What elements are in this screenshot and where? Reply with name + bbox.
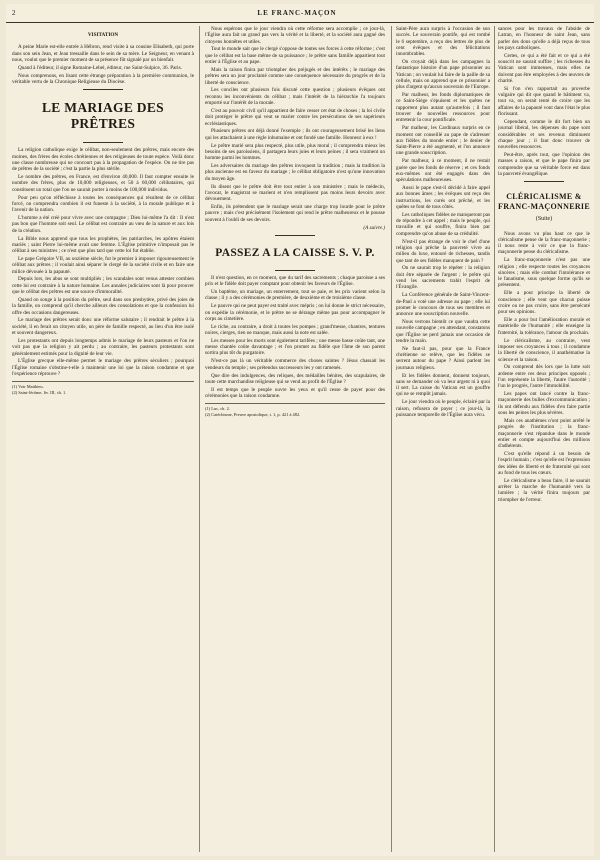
paragraph: Les protestants ont depuis longtemps admis le mariage de leurs pasteurs et l'on ne voit pas que la religion y ait perdu ; au contraire, les pasteurs protestants sont généralement estimés pour la dignité de leur vie. <box>12 337 194 357</box>
footnote: (2) Catéchisme, Preuve apostolique, t. 1, p. 421 à 482. <box>205 411 301 417</box>
paragraph: Le pape Grégoire VII, au onzième siècle, fut le premier à imposer rigoureusement le célibat aux prêtres ; il voulait ainsi séparer le clergé de la société civile et en faire une milice dévouée à la papauté. <box>12 255 194 275</box>
paragraph: Nous comprenons, en lisant cette étrange préparation à la première communion, le véritable vertu de la Chronique Religieuse du Diocèse. <box>12 72 194 85</box>
paragraph: Les conciles ont plusieurs fois discuté cette question ; plusieurs évêques ont reconnu les inconvénients du célibat ; mais l'intérêt de la hiérarchie l'a toujours emporté sur l'intérêt de la morale. <box>205 87 385 107</box>
column-rule <box>199 26 200 852</box>
paragraph: N'est-il pas étrange de voir le chef d'une religion qui prêche la pauvreté vivre au milieu du luxe, entouré de richesses, tandis que tant de ses fidèles manquent de pain ? <box>396 238 490 264</box>
page-header <box>6 4 594 22</box>
paragraph: Par malheur, les fonds diplomatiques de ce Saint-Siège s'épuisent et les quêtes ne rapportent plus autant qu'autrefois ; il faut trouver de nouvelles ressources pour entretenir la cour pontificale. <box>396 92 490 124</box>
paragraph: Que dire des indulgences, des reliques, des médailles bénites, des scapulaires, de toute cette marchandise religieuse qui se vend au profit de l'Église ? <box>205 372 385 385</box>
divider <box>524 181 564 182</box>
paragraph: Nous espérons que le jour viendra où cette réforme sera accomplie ; ce jour-là, l'Église aura fait un grand pas vers la vérité et la liberté, et la société aura gagné des citoyens honnêtes et utiles. <box>205 26 385 45</box>
header-rule <box>6 22 594 23</box>
paragraph: La religion catholique exige le célibat, non-seulement des prêtres, mais encore des moines, des frères des écoles chrétiennes et des religieuses de toute espèce. Voilà donc une classe nombreuse qui ne concourt pas à la propagation de l'espèce. On ne tire pas de prêtres de la société ; c'est la partie la plus stérile. <box>12 147 194 173</box>
paragraph: Le cléricalisme, au contraire, veut imposer ses croyances à tous ; il condamne la liberté de conscience, il anathématise la science et la raison. <box>498 337 590 363</box>
newspaper-page <box>6 4 594 856</box>
paragraph: Le nombre des prêtres, en France, est d'environ 40,000. Il faut compter ensuite le nombre des frères, plus de 10,000 religieuses, et 50 à 60,000 célibataires, qui constituent un total que l'on ne saurait porter à moins de 100,000 individus. <box>12 174 194 193</box>
paragraph: Par malheur, les Cardinaux surpris en ce moment ont conseillé au pape de s'adresser aux fidèles du monde entier ; le denier de Saint-Pierre a été augmenté, et l'on annonce une grande souscription. <box>396 125 490 157</box>
paragraph: Elle a pour but l'amélioration morale et matérielle de l'humanité ; elle enseigne la fraternité, la tolérance, l'amour du prochain. <box>498 317 590 336</box>
divider <box>83 89 123 90</box>
paragraph: Mais ces anathèmes n'ont point arrêté le progrès de l'institution ; la franc-maçonnerie s'est répandue dans le monde entier et compte aujourd'hui des millions d'adhérents. <box>498 417 590 450</box>
paragraph: Pour peu qu'on réfléchisse à toutes les conséquences qui résultent de ce célibat forcé, on comprendra combien il est funeste à la société, à la morale publique et à l'avenir de la nation. <box>12 194 194 214</box>
article-title-clericalisme: CLÉRICALISME & FRANC-MAÇONNERIE <box>498 192 590 212</box>
divider <box>275 270 315 271</box>
column-rule <box>494 26 495 852</box>
paragraph: On ne saurait trop le répéter : la religion doit être séparée de l'argent ; le prêtre qui vend les sacrements trahit l'esprit de l'Évangile. <box>396 265 490 291</box>
paragraph: Les catholiques fidèles ne manqueront pas de répondre à cet appel ; mais le peuple, qui travaille et qui souffre, finira bien par comprendre qu'on abuse de sa crédulité. <box>396 211 490 237</box>
paragraph: Plusieurs prêtres ont déjà donné l'exemple ; ils ont courageusement brisé les liens qui les attachaient à une règle inhumaine et ont fondé une famille. Honneur à eux ! <box>205 128 385 141</box>
paragraph: Enfin, ils prétendent que le mariage serait une charge trop lourde pour le prêtre pauvre ; mais c'est précisément l'isolement qui rend le prêtre malheureux et le pousse souvent à l'oubli de ses devoirs. <box>205 204 385 223</box>
col2-article-continued <box>205 26 385 231</box>
paragraph: Quand on songe à la position du prêtre, seul dans son presbytère, privé des joies de la famille, on comprend qu'il cherche ailleurs des consolations et que la confession lui offre des occasions dangereuses. <box>12 296 194 316</box>
paragraph: La franc-maçonnerie n'est pas une religion ; elle respecte toutes les croyances sincères ; mais elle combat l'intolérance et le fanatisme, sous quelque forme qu'ils se présentent. <box>498 257 590 289</box>
paragraph: sances pour les travaux de l'abside de Latran, en l'honneur de saint Jean, sans parler des dons qu'elle a déjà reçus de tous les pays catholiques. <box>498 26 590 51</box>
divider <box>275 235 315 236</box>
column-4 <box>498 26 590 852</box>
paragraph: On croyait déjà dans les campagnes la fantastique histoire d'un pape prisonnier au Vatican ; on voulait lui faire de la paille de sa cellule, mais on apprend que ce prisonnier a plus d'argent qu'aucun souverain de l'Europe. <box>396 59 490 91</box>
paragraph: Elle a pour principe la liberté de conscience ; elle veut que chacun puisse croire ou ne pas croire, sans être persécuté pour ses opinions. <box>498 290 590 316</box>
column-1 <box>12 26 194 852</box>
paragraph: La Bible nous apprend que tous les prophètes, les patriarches, les apôtres étaient mariés ; saint Pierre lui-même avait une femme. L'Église primitive n'imposait pas le célibat à ses ministres ; ce n'est que plus tard que cette loi fut établie. <box>12 235 194 255</box>
section-heading-visitation: VISITATION <box>87 32 119 38</box>
paragraph: Et les fidèles donnent, donnent toujours, sans se demander où va leur argent ni à quoi il sert. La caisse du Vatican est un gouffre qui ne se remplit jamais. <box>396 372 490 398</box>
paragraph: Saint-Père aura surpris à l'occasion de son succès. Le souverain pontife, qui est tombé le 6 septembre, a reçu des lettres de plus de cent évêques et des félicitations innombrables. <box>396 26 490 58</box>
column-3 <box>396 26 490 852</box>
paragraph: Les messes pour les morts sont également tarifées ; une messe basse coûte tant, une messe chantée coûte davantage ; et l'on promet au fidèle que l'âme de son parent sortira plus tôt du purgatoire. <box>205 337 385 357</box>
paragraph: Nous verrons bientôt ce que vaudra cette nouvelle campagne ; en attendant, constatons que l'Église ne perd jamais une occasion de tendre la main. <box>396 319 490 344</box>
paragraph: Le riche, au contraire, a droit à toutes les pompes ; grand'messe, chantres, tentures noires, cierges, rien ne manque, mais aussi la note est salée. <box>205 323 385 336</box>
footnote: (1) Luc, ch. 2. <box>205 406 230 412</box>
paragraph: Quand à l'éditeur, il signe Romaine-Lebel, éditeur, rue Saint-Sulpice, 36. Paris. <box>18 64 182 71</box>
paragraph: Le prêtre marié sera plus respecté, plus utile, plus moral ; il comprendra mieux les besoins de ses paroissiens, il partagera leurs joies et leurs peines ; il sera vraiment un homme parmi les hommes. <box>205 142 385 162</box>
col1-intro <box>12 44 194 85</box>
paragraph: Nous avons vu plus haut ce que le cléricalisme pense de la franc-maçonnerie ; il nous reste à voir ce que la franc-maçonnerie pense du cléricalisme. <box>498 230 590 256</box>
column-2 <box>205 26 385 852</box>
paragraph: C'est qu'elle répond à un besoin de l'esprit humain ; c'est qu'elle est l'expression des idées de liberté et de fraternité qui sont au fond de tous les cœurs. <box>498 451 590 476</box>
paragraph: N'est-ce pas là un véritable commerce des choses saintes ? Jésus chassait les vendeurs du temple ; ses prétendus successeurs les y ont ramenés. <box>205 358 385 371</box>
article-title-mariage: LE MARIAGE DES PRÊTRES <box>42 100 164 132</box>
column-rule <box>391 26 392 852</box>
footnotes <box>12 381 194 395</box>
paragraph: Les papes ont lancé contre la franc-maçonnerie des bulles d'excommunication ; ils ont défendu aux fidèles d'en faire partie sous les peines les plus sévères. <box>498 391 590 417</box>
paragraph: Il n'est question, en ce moment, que du tarif des sacrements ; chaque paroisse a ses prix et le fidèle doit payer comptant pour obtenir les faveurs de l'Église. <box>205 274 385 288</box>
paragraph: Un baptême, un mariage, un enterrement, tout se paie, et les prix varient selon la classe ; il y a des cérémonies de première, de deuxième et de troisième classe. <box>205 289 385 302</box>
col2-article-body <box>205 275 385 400</box>
paragraph: Ils disent que le prêtre doit être tout entier à son ministère ; mais le médecin, l'avocat, le magistrat se marient et n'en remplissent pas moins leurs devoirs avec dévouement. <box>205 183 385 203</box>
paragraph: A peine Marie est-elle entrée à Hébron, rend visite à sa cousine Elisabeth, qui porte dans son sein Jean, et Jean tressaille dans le sein de sa mère. Le Seigneur, en venant à nous, voulut que le premier moment de sa présence fût signalé par un bienfait. <box>12 44 194 63</box>
article-subtitle: (Suite) <box>535 216 553 223</box>
divider <box>83 142 123 143</box>
article-title-caisse: PASSEZ A LA CAISSE S. V. P. <box>215 246 375 259</box>
paragraph: Il est temps que le peuple ouvre les yeux et qu'il cesse de payer pour des cérémonies que la raison condamne. <box>205 386 385 400</box>
paragraph: Le pauvre qui ne peut payer est traité avec mépris ; on lui donne le strict nécessaire, on expédie la cérémonie, et le prêtre ne se dérange même pas pour accompagner le corps au cimetière. <box>205 303 385 322</box>
paragraph: Ne faut-il pas, pour que la France chrétienne se relève, que les fidèles se serrent autour du pape ? Ainsi parlent les journaux religieux. <box>396 345 490 371</box>
newspaper-title: LE FRANC-MAÇON <box>257 9 337 17</box>
paragraph: Les adversaires du mariage des prêtres invoquent la tradition ; mais la tradition la plus ancienne est en faveur du mariage ; le célibat obligatoire n'est qu'une innovation du moyen âge. <box>205 163 385 182</box>
paragraph: L'Église grecque elle-même permet le mariage des prêtres séculiers ; pourquoi l'Église romaine s'obstine-t-elle à maintenir une loi que la raison condamne et que l'expérience réprouve ? <box>12 358 194 377</box>
paragraph: Mais la raison finira par triompher des préjugés et des intérêts ; le mariage des prêtres sera un jour proclamé comme une conséquence nécessaire du progrès et de la liberté de conscience. <box>205 66 385 86</box>
paragraph: Aussi le pape s'est-il décidé à faire appel aux bonnes âmes ; les évêques ont reçu des instructions, les curés ont prêché, et les quêtes se font de tous côtés. <box>396 185 490 210</box>
paragraph: Le jour viendra où le peuple, éclairé par la raison, refusera de payer ; ce jour-là, la puissance temporelle de l'Église aura vécu. <box>396 399 490 418</box>
paragraph: On comprend dès lors que la lutte soit ardente entre ces deux principes opposés ; l'un représente la liberté, l'autre l'autorité ; l'un le progrès, l'autre l'immobilité. <box>498 364 590 390</box>
paragraph: C'est au pouvoir civil qu'il appartient de faire cesser cet état de choses ; la loi civile doit protéger le prêtre qui veut se marier contre les persécutions de ses supérieurs ecclésiastiques. <box>205 107 385 127</box>
paragraph: Par malheur, à ce moment, il ne restait guère que les fonds de réserve ; et ces fonds eux-mêmes ont été engagés dans des spéculations malheureuses. <box>396 158 490 184</box>
paragraph: Tout le monde sait que le clergé s'oppose de toutes ses forces à cette réforme ; c'est que le célibat est la base même de sa puissance ; le prêtre sans famille appartient tout entier à l'Église et au pape. <box>205 46 385 66</box>
paragraph: La Conférence générale de Saint-Vincent-de-Paul a voté une adresse au pape ; elle lui promet le concours de tous ses membres et annonce une souscription nouvelle. <box>396 292 490 318</box>
footnote: (2) Saint-Jérôme, liv. III, ch. 1. <box>12 389 67 395</box>
footnotes <box>205 403 385 417</box>
paragraph: Peut-être, après tout, que l'opinion des masses a raison, et que le pape finira par comprendre que sa véritable force est dans la pauvreté évangélique. <box>498 152 590 177</box>
paragraph: Cependant, comme le dit fort bien un journal libéral, les dépenses du pape sont considérables et ses revenus diminuent chaque jour ; il faut donc trouver de nouvelles ressources. <box>498 118 590 151</box>
paragraph: Le mariage des prêtres serait donc une réforme salutaire ; il rendrait le prêtre à la société, il en ferait un citoyen utile, un père de famille respecté, au lieu d'un être isolé et souvent dangereux. <box>12 317 194 337</box>
paragraph: L'homme a été créé pour vivre avec une compagne ; Dieu lui-même l'a dit : Il n'est pas bon que l'homme soit seul. Le célibat est contraire au vœu de la nature et aux lois de la création. <box>12 215 194 234</box>
paragraph: Le cléricalisme a beau faire, il ne saurait arrêter la marche de l'humanité vers la lumière ; la vérité finira toujours par triompher de l'erreur. <box>498 477 590 503</box>
paragraph: Certes, ce qui a été fait et ce qui a été souscrit ne saurait suffire ; les richesses du Vatican sont immenses, mais elles ne doivent pas être employées à des œuvres de charité. <box>498 52 590 84</box>
paragraph: Depuis lors, les abus se sont multipliés ; les scandales sont venus attester combien cette loi est contraire à la nature humaine. Les annales judiciaires sont là pour prouver que le célibat des prêtres est une source d'immoralité. <box>12 276 194 296</box>
paragraph: Si l'on s'en rapportait au proverbe vulgaire qui dit que quand le bâtiment va, tout va, on serait tenté de croire que les affaires de la papauté vont dans l'état le plus florissant. <box>498 85 590 118</box>
col1-article-body <box>12 147 194 377</box>
footnote: (1) Voir Matthieu. <box>12 384 44 390</box>
page-number: 2 <box>12 9 16 17</box>
to-be-continued: (A suivre.) <box>363 224 385 231</box>
